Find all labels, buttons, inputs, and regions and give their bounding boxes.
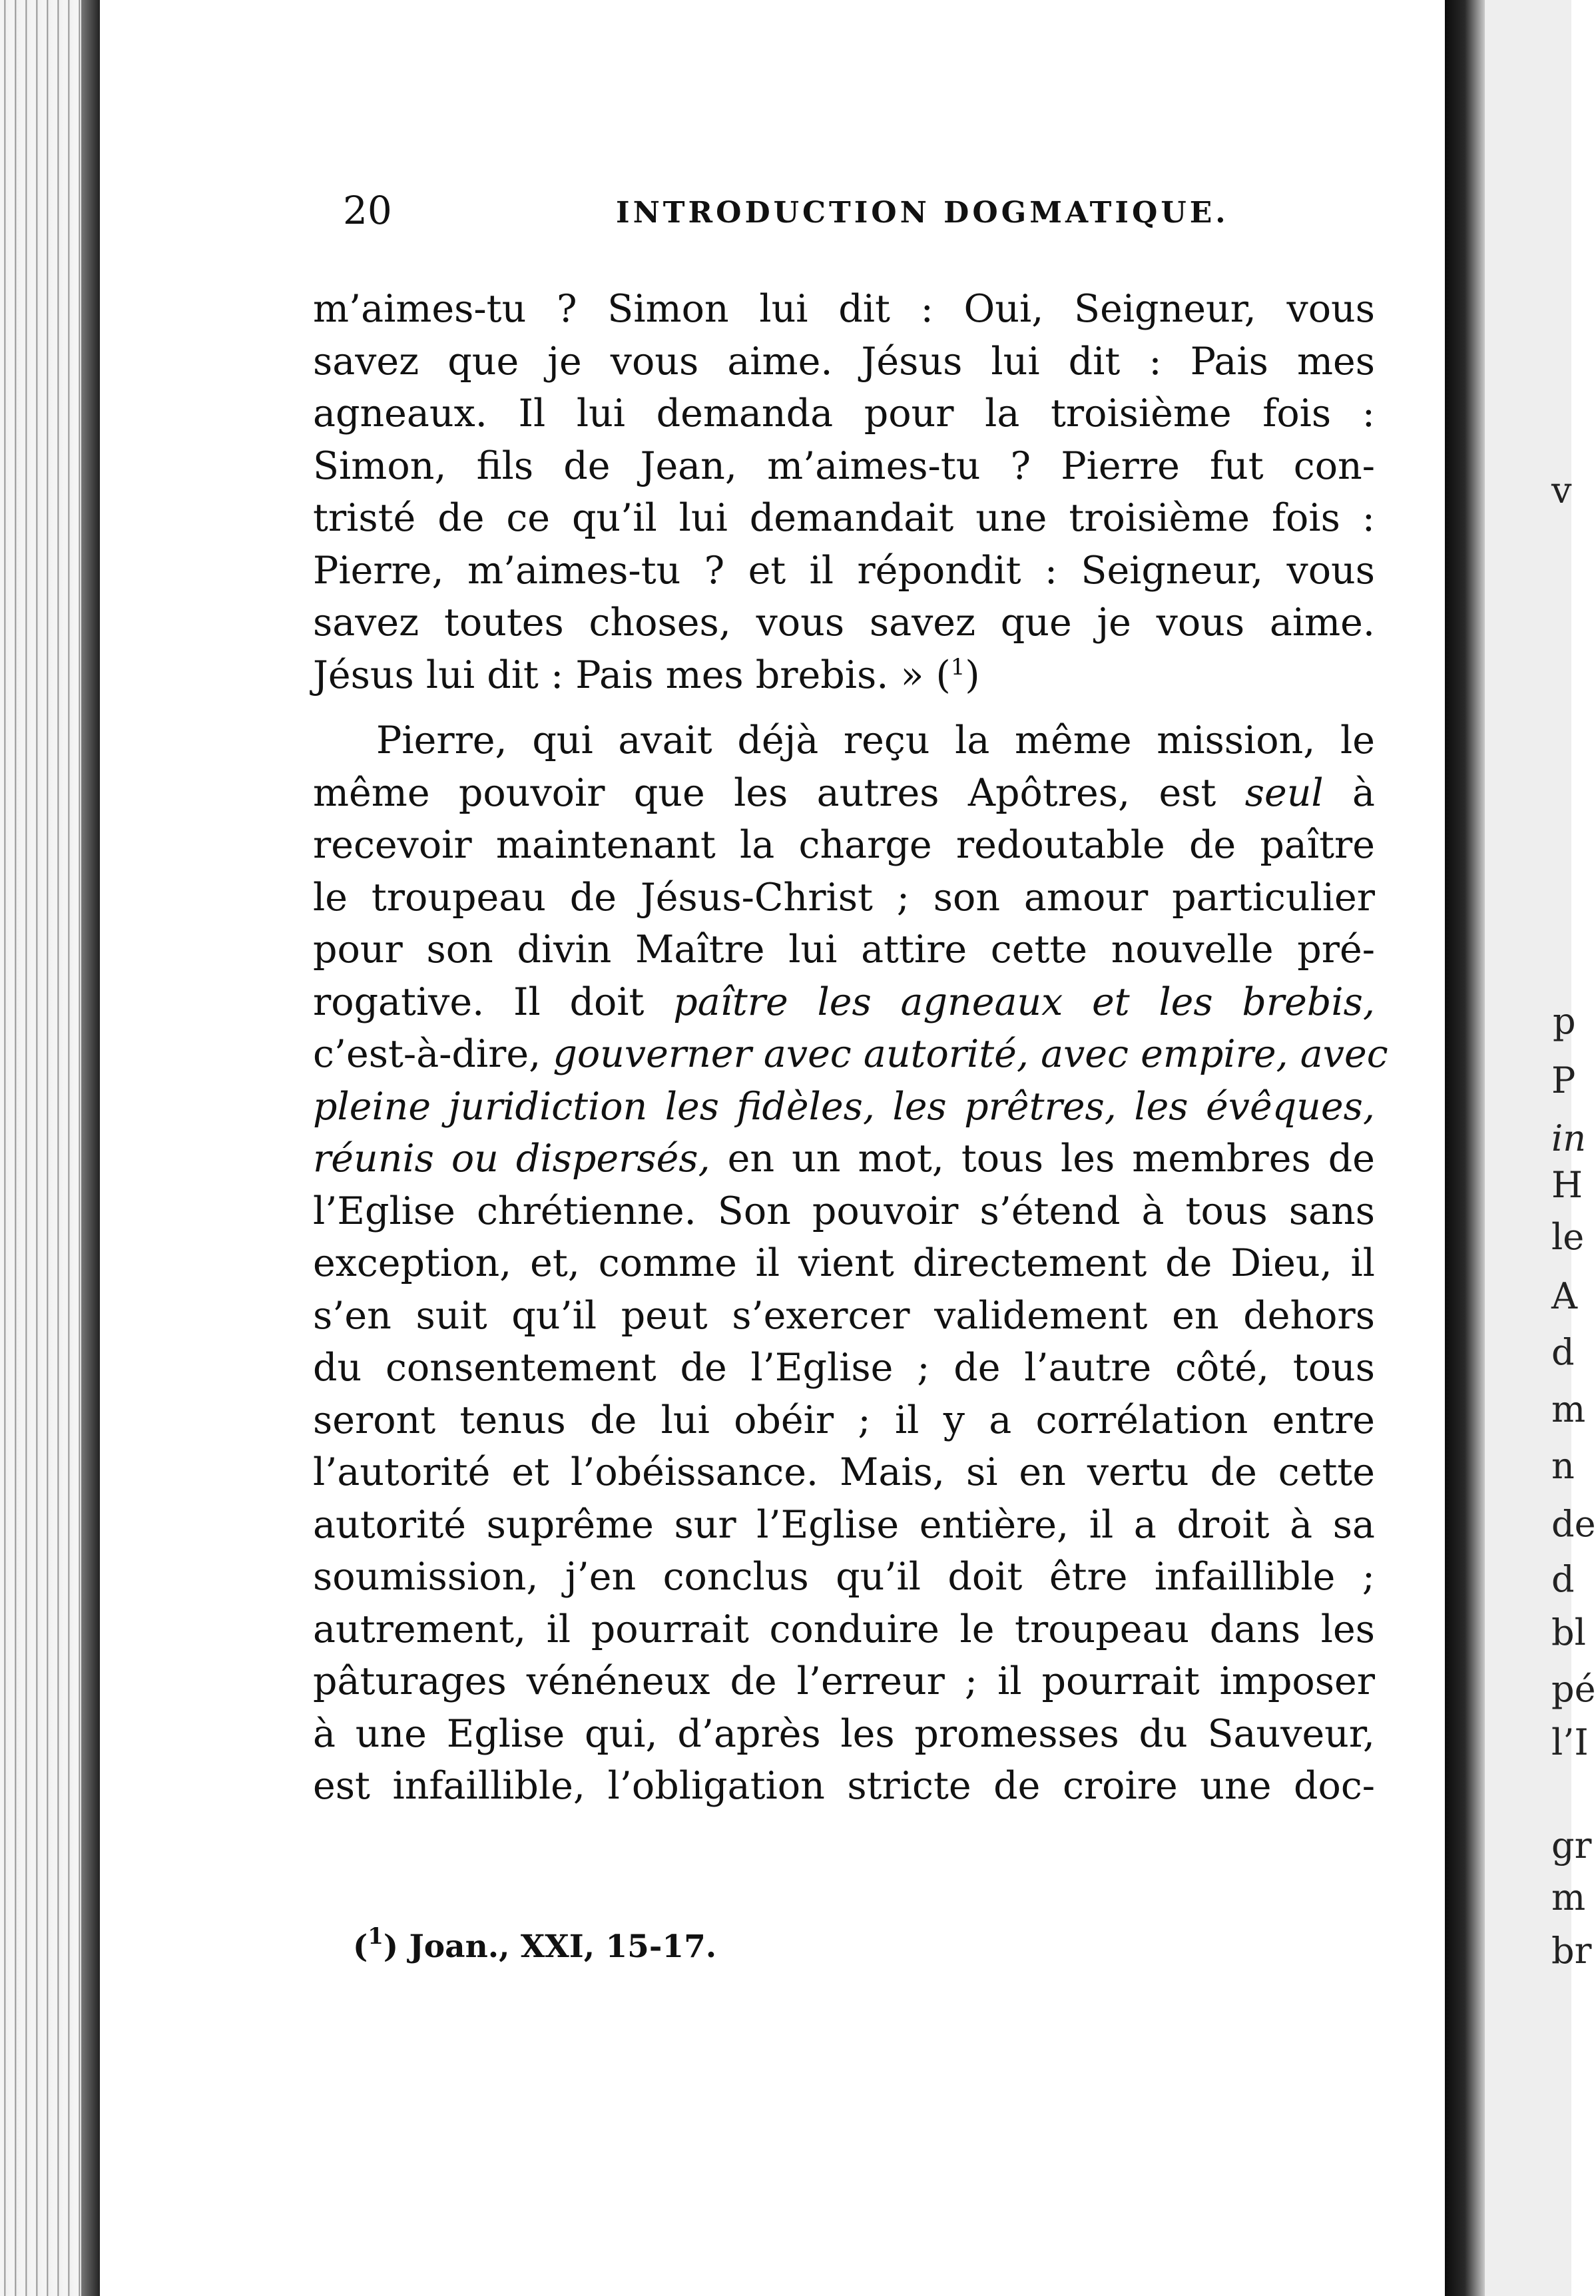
facing-page-char: in: [1551, 1117, 1587, 1159]
text-line: pâturages vénéneux de l’erreur ; il pourrait imposer: [313, 1659, 1375, 1703]
text-line: du consentement de l’Eglise ; de l’autre côté, tous: [313, 1346, 1375, 1390]
text-span: ): [965, 653, 980, 697]
text-line: [313, 976, 1375, 1029]
footnote-text: ) Joan., XXI, 15-17.: [383, 1928, 717, 1965]
facing-page-char: v: [1551, 469, 1572, 511]
text-line: pour son divin Maître lui attire cette nouvelle pré-: [313, 928, 1375, 972]
emphasis: réunis ou dispersés,: [313, 1137, 710, 1181]
text-line: savez que je vous aime. Jésus lui dit : Pais mes: [313, 339, 1375, 384]
footnote-reference: 1: [950, 653, 965, 681]
text-line: exception, et, comme il vient directement de Dieu, il: [313, 1241, 1375, 1285]
facing-page-char: le: [1551, 1216, 1585, 1258]
facing-page-char: d: [1551, 1331, 1575, 1373]
book-page-edges: [0, 0, 100, 2296]
text-line: Pierre, m’aimes-tu ? et il répondit : Seigneur, vous: [313, 548, 1375, 593]
footnote-marker: 1: [368, 1923, 384, 1950]
facing-page-char: de: [1551, 1503, 1596, 1545]
emphasis: gouverner avec autorité, avec empire, avec: [553, 1032, 1388, 1076]
text-span: c’est-à-dire,: [313, 1032, 553, 1076]
page-number: 20: [343, 188, 392, 233]
text-line: [313, 767, 1375, 820]
text-span: même pouvoir que les autres Apôtres, est: [313, 770, 1245, 815]
facing-page-char: gr: [1551, 1825, 1592, 1866]
text-line: recevoir maintenant la charge redoutable de paître: [313, 823, 1375, 867]
text-span: Jésus lui dit : Pais mes brebis. » (: [313, 653, 951, 697]
emphasis: seul: [1244, 770, 1324, 815]
text-span: rogative. Il doit: [313, 980, 674, 1024]
facing-page: [1445, 0, 1596, 2296]
paragraph: [313, 283, 1375, 701]
text-line: l’autorité et l’obéissance. Mais, si en vertu de cette: [313, 1450, 1375, 1494]
body-text: [313, 283, 1388, 1813]
text-line: s’en suit qu’il peut s’exercer validement en dehors: [313, 1293, 1375, 1338]
text-line: [313, 1133, 1375, 1185]
facing-page-char: P: [1551, 1059, 1576, 1101]
facing-page-char: A: [1551, 1275, 1577, 1317]
facing-page-char: bl: [1551, 1611, 1586, 1653]
text-line: tristé de ce qu’il lui demandait une troisième fois :: [313, 496, 1375, 540]
facing-page-char: m: [1551, 1388, 1586, 1430]
page-header: [343, 188, 1402, 234]
emphasis: paître les agneaux et les brebis,: [673, 980, 1375, 1024]
text-span: en un mot, tous les membres de: [710, 1137, 1375, 1181]
facing-page-char: m: [1551, 1876, 1586, 1918]
facing-page-char: br: [1551, 1930, 1592, 1972]
text-span: (: [353, 1928, 368, 1965]
text-line: Pierre, qui avait déjà reçu la même mission, le: [376, 718, 1375, 762]
facing-page-char: l’I: [1551, 1721, 1589, 1763]
paragraph: [313, 715, 1388, 1813]
facing-page-char: d: [1551, 1558, 1575, 1600]
text-line: à une Eglise qui, d’après les promesses du Sauveur,: [313, 1711, 1375, 1756]
footnote: [353, 1923, 717, 1965]
text-line: autrement, il pourrait conduire le troupeau dans les: [313, 1607, 1375, 1651]
text-line: l’Eglise chrétienne. Son pouvoir s’étend à tous sans: [313, 1189, 1375, 1233]
text-line: est infaillible, l’obligation stricte de croire une doc-: [313, 1764, 1375, 1808]
text-line: [313, 1081, 1375, 1133]
text-span: à: [1323, 770, 1376, 815]
text-line: [313, 1028, 1388, 1081]
book-gutter-shadow: [1445, 0, 1485, 2296]
text-line: agneaux. Il lui demanda pour la troisième fois :: [313, 392, 1375, 435]
text-line: [313, 649, 1375, 702]
text-line: le troupeau de Jésus-Christ ; son amour particulier: [313, 875, 1375, 920]
facing-page-char: pé: [1551, 1668, 1596, 1710]
text-line: seront tenus de lui obéir ; il y a corrélation entre: [313, 1398, 1375, 1442]
text-line: soumission, j’en conclus qu’il doit être infaillible ;: [313, 1555, 1375, 1599]
text-line: Simon, fils de Jean, m’aimes-tu ? Pierre fut con-: [313, 443, 1375, 488]
text-line: autorité suprême sur l’Eglise entière, il a droit à sa: [313, 1502, 1375, 1547]
text-line: m’aimes-tu ? Simon lui dit : Oui, Seigneur, vous: [313, 287, 1375, 331]
text-line: savez toutes choses, vous savez que je vous aime.: [313, 601, 1375, 645]
facing-page-char: H: [1551, 1164, 1583, 1206]
facing-page-char: p: [1553, 1000, 1576, 1042]
running-title: INTRODUCTION DOGMATIQUE.: [616, 196, 1229, 230]
facing-page-char: n: [1551, 1445, 1575, 1487]
emphasis: pleine juridiction les fidèles, les prêtres, les évêques,: [313, 1084, 1375, 1129]
